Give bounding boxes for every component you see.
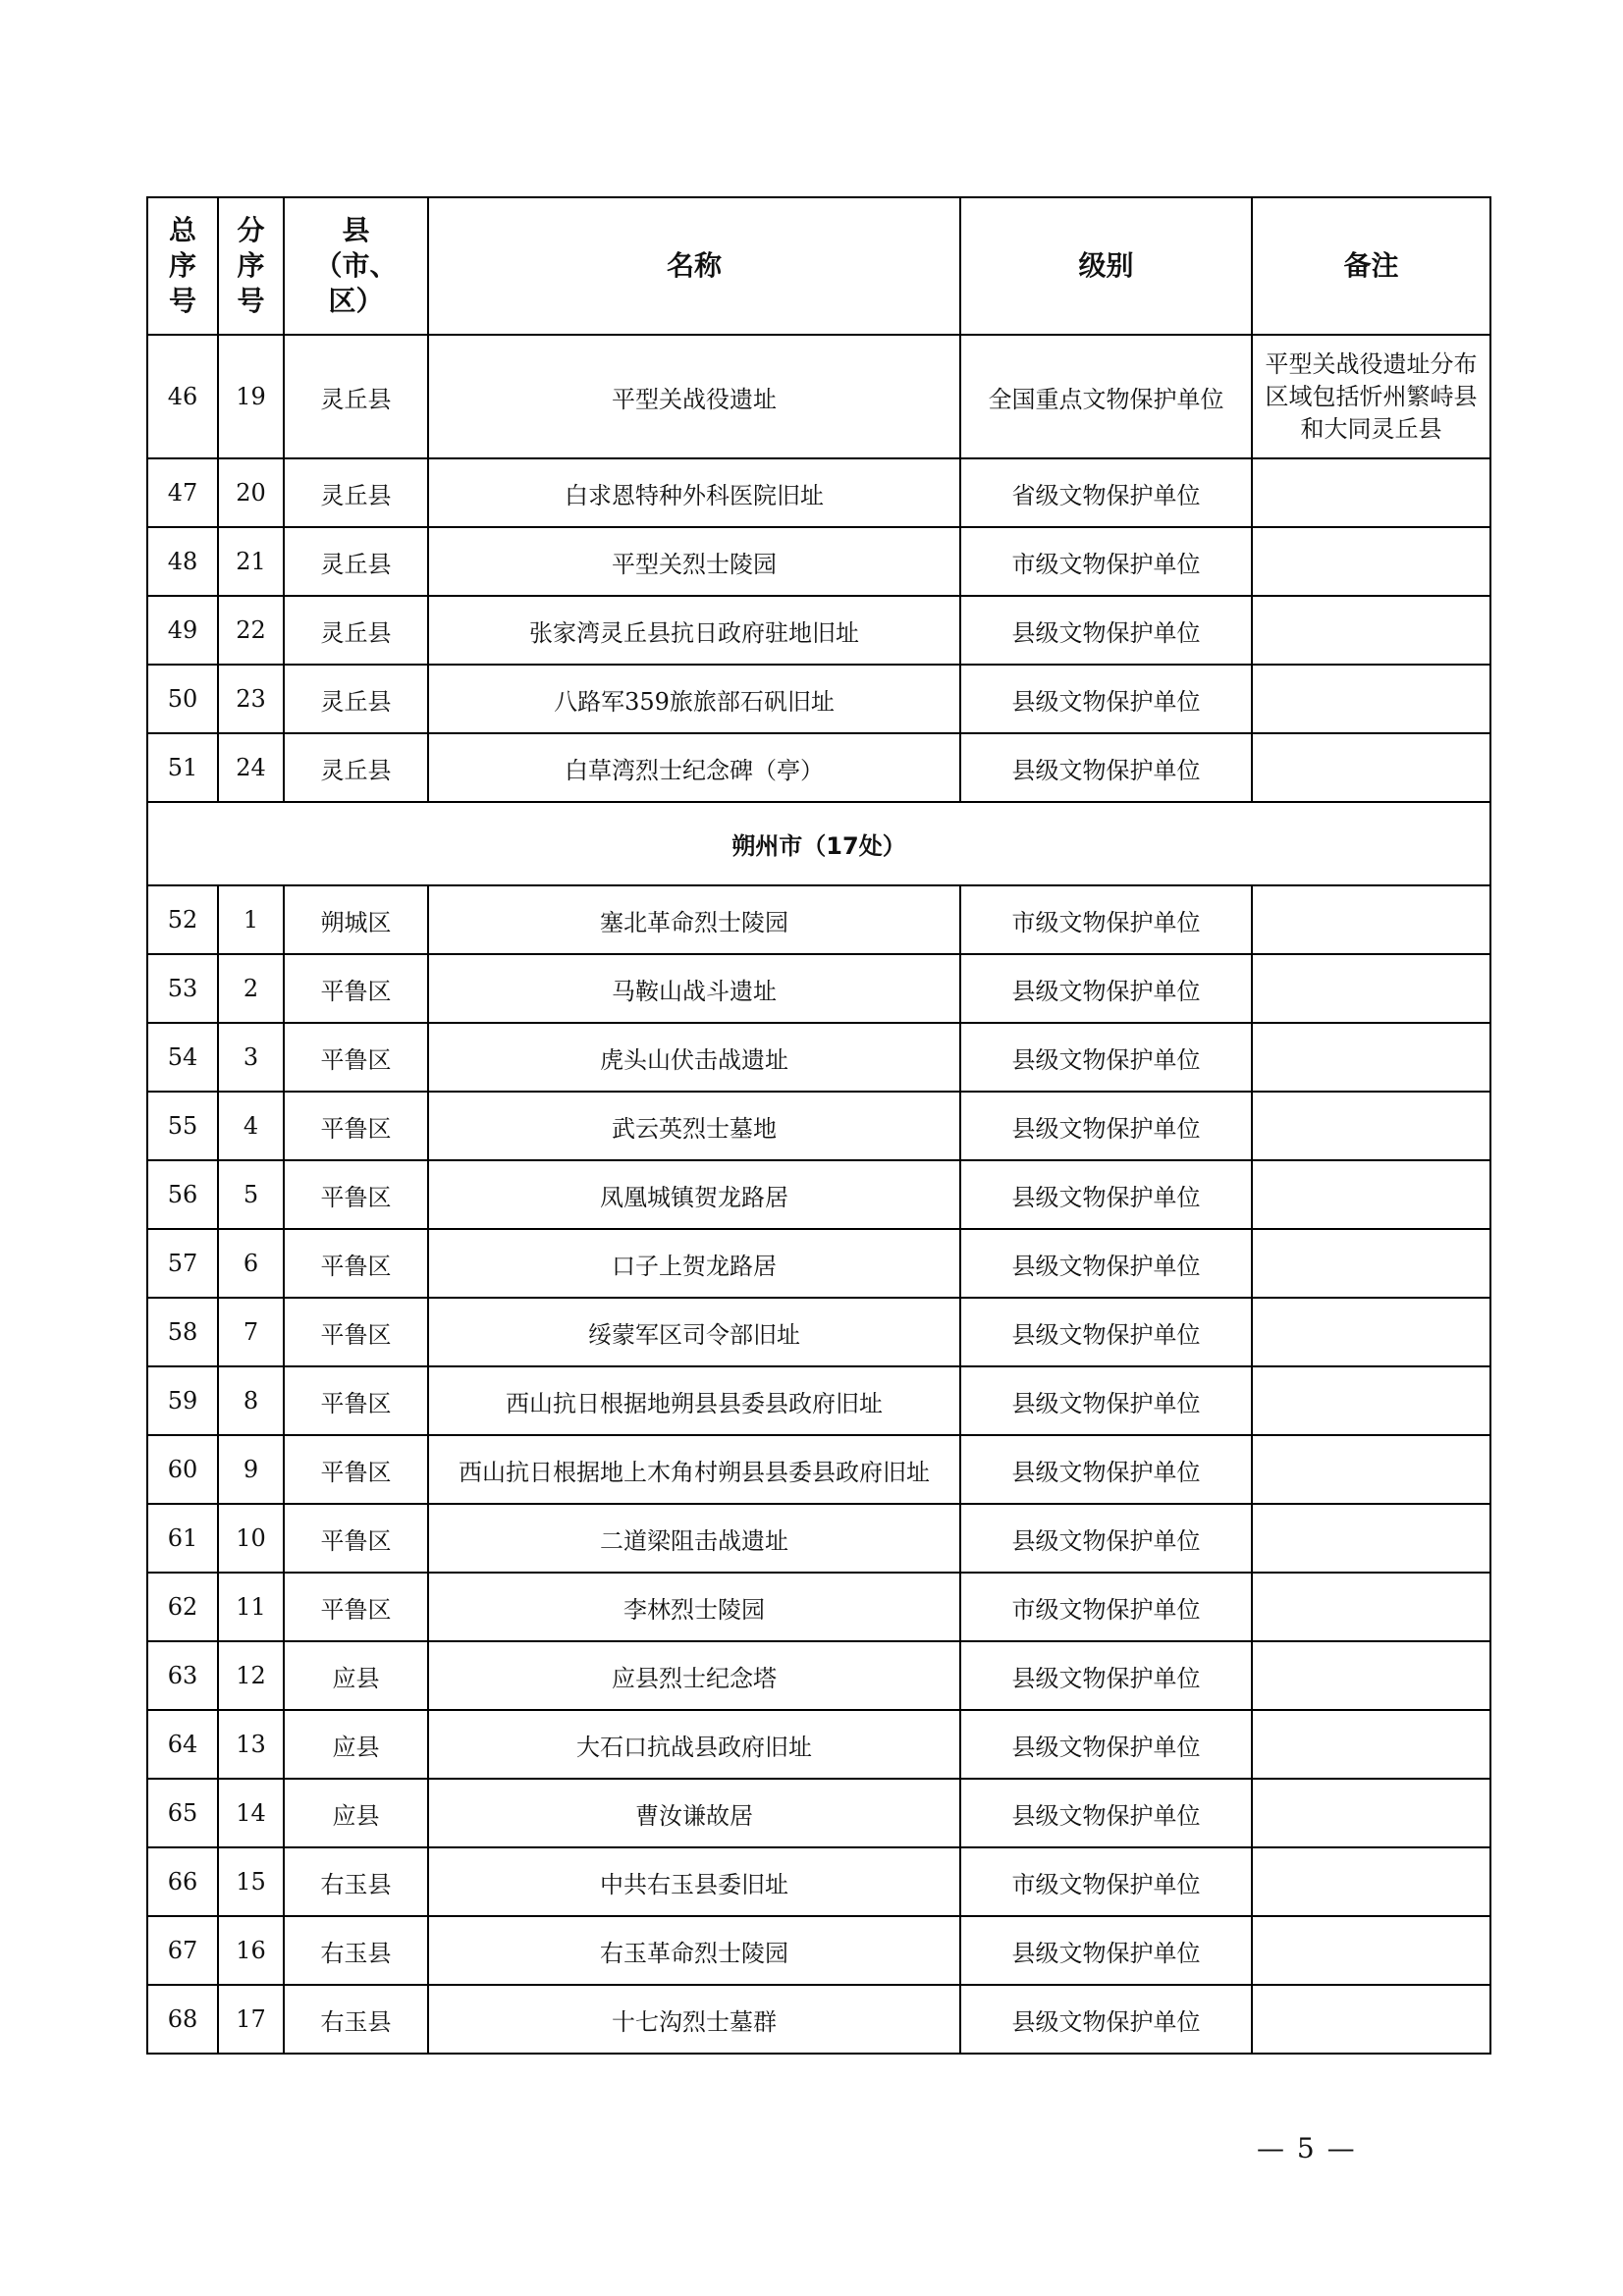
level-cell: 县级文物保护单位 [960,1366,1252,1435]
county-cell: 应县 [284,1710,428,1779]
level-cell: 县级文物保护单位 [960,596,1252,665]
total-seq-cell: 65 [147,1779,218,1847]
note-cell [1252,1504,1490,1573]
total-seq-cell: 62 [147,1573,218,1641]
county-cell: 灵丘县 [284,458,428,527]
county-cell: 灵丘县 [284,733,428,802]
header-county: 县 （市、 区） [284,197,428,335]
name-cell: 右玉革命烈士陵园 [428,1916,960,1985]
level-cell: 县级文物保护单位 [960,1092,1252,1160]
page-number: — 5 — [1257,2132,1357,2164]
county-cell: 灵丘县 [284,527,428,596]
county-cell: 右玉县 [284,1985,428,2054]
sub-seq-cell: 1 [218,885,284,954]
county-cell: 应县 [284,1641,428,1710]
county-cell: 平鲁区 [284,1504,428,1573]
table-row [147,1779,1490,1847]
total-seq-cell: 66 [147,1847,218,1916]
name-cell: 张家湾灵丘县抗日政府驻地旧址 [428,596,960,665]
total-seq-cell: 49 [147,596,218,665]
total-seq-cell: 63 [147,1641,218,1710]
table-header-row [147,197,1490,335]
sub-seq-cell: 5 [218,1160,284,1229]
level-cell: 县级文物保护单位 [960,1160,1252,1229]
note-cell [1252,1435,1490,1504]
level-cell: 市级文物保护单位 [960,527,1252,596]
note-cell [1252,733,1490,802]
table-row [147,1229,1490,1298]
name-cell: 白求恩特种外科医院旧址 [428,458,960,527]
table-row [147,954,1490,1023]
table-row [147,527,1490,596]
note-cell [1252,1641,1490,1710]
sub-seq-cell: 13 [218,1710,284,1779]
note-cell: 平型关战役遗址分布区域包括忻州繁峙县和大同灵丘县 [1252,335,1490,458]
total-seq-cell: 58 [147,1298,218,1366]
total-seq-cell: 60 [147,1435,218,1504]
sub-seq-cell: 19 [218,335,284,458]
name-cell: 应县烈士纪念塔 [428,1641,960,1710]
county-cell: 平鲁区 [284,1092,428,1160]
total-seq-cell: 51 [147,733,218,802]
county-cell: 平鲁区 [284,1160,428,1229]
note-cell [1252,1779,1490,1847]
sub-seq-cell: 3 [218,1023,284,1092]
note-cell [1252,954,1490,1023]
level-cell: 全国重点文物保护单位 [960,335,1252,458]
total-seq-cell: 67 [147,1916,218,1985]
table-row [147,458,1490,527]
name-cell: 平型关战役遗址 [428,335,960,458]
level-cell: 县级文物保护单位 [960,1298,1252,1366]
county-cell: 朔城区 [284,885,428,954]
sub-seq-cell: 12 [218,1641,284,1710]
county-cell: 右玉县 [284,1847,428,1916]
sub-seq-cell: 6 [218,1229,284,1298]
sub-seq-cell: 2 [218,954,284,1023]
table-row [147,1023,1490,1092]
level-cell: 县级文物保护单位 [960,1985,1252,2054]
sub-seq-cell: 9 [218,1435,284,1504]
level-cell: 县级文物保护单位 [960,954,1252,1023]
total-seq-cell: 64 [147,1710,218,1779]
note-cell [1252,1916,1490,1985]
county-cell: 右玉县 [284,1916,428,1985]
name-cell: 绥蒙军区司令部旧址 [428,1298,960,1366]
sub-seq-cell: 14 [218,1779,284,1847]
note-cell [1252,458,1490,527]
county-cell: 平鲁区 [284,1573,428,1641]
note-cell [1252,1985,1490,2054]
name-cell: 二道梁阻击战遗址 [428,1504,960,1573]
table-row [147,733,1490,802]
note-cell [1252,1573,1490,1641]
county-cell: 平鲁区 [284,1229,428,1298]
total-seq-cell: 68 [147,1985,218,2054]
sub-seq-cell: 10 [218,1504,284,1573]
name-cell: 马鞍山战斗遗址 [428,954,960,1023]
sub-seq-cell: 17 [218,1985,284,2054]
total-seq-cell: 59 [147,1366,218,1435]
county-cell: 平鲁区 [284,1435,428,1504]
name-cell: 曹汝谦故居 [428,1779,960,1847]
total-seq-cell: 47 [147,458,218,527]
note-cell [1252,885,1490,954]
note-cell [1252,1710,1490,1779]
name-cell: 凤凰城镇贺龙路居 [428,1160,960,1229]
section-row [147,802,1490,885]
note-cell [1252,1847,1490,1916]
level-cell: 县级文物保护单位 [960,1435,1252,1504]
table-row [147,1710,1490,1779]
sub-seq-cell: 4 [218,1092,284,1160]
level-cell: 省级文物保护单位 [960,458,1252,527]
note-cell [1252,1229,1490,1298]
level-cell: 县级文物保护单位 [960,1779,1252,1847]
sub-seq-cell: 24 [218,733,284,802]
level-cell: 县级文物保护单位 [960,665,1252,733]
name-cell: 西山抗日根据地上木角村朔县县委县政府旧址 [428,1435,960,1504]
county-cell: 平鲁区 [284,1023,428,1092]
level-cell: 市级文物保护单位 [960,885,1252,954]
sub-seq-cell: 16 [218,1916,284,1985]
heritage-table [146,196,1491,2055]
table-row [147,1573,1490,1641]
county-cell: 灵丘县 [284,335,428,458]
note-cell [1252,1366,1490,1435]
sub-seq-cell: 23 [218,665,284,733]
name-cell: 平型关烈士陵园 [428,527,960,596]
county-cell: 灵丘县 [284,665,428,733]
name-cell: 白草湾烈士纪念碑（亭） [428,733,960,802]
table-row [147,1298,1490,1366]
section-title: 朔州市（17处） [147,802,1490,885]
table-row [147,596,1490,665]
table-row [147,1160,1490,1229]
sub-seq-cell: 15 [218,1847,284,1916]
table-row [147,665,1490,733]
county-cell: 灵丘县 [284,596,428,665]
level-cell: 市级文物保护单位 [960,1573,1252,1641]
sub-seq-cell: 8 [218,1366,284,1435]
total-seq-cell: 57 [147,1229,218,1298]
level-cell: 县级文物保护单位 [960,1916,1252,1985]
header-total-seq: 总 序 号 [147,197,218,335]
name-cell: 口子上贺龙路居 [428,1229,960,1298]
table-row [147,1366,1490,1435]
name-cell: 中共右玉县委旧址 [428,1847,960,1916]
header-note: 备注 [1252,197,1490,335]
name-cell: 八路军359旅旅部石矾旧址 [428,665,960,733]
note-cell [1252,1023,1490,1092]
note-cell [1252,1092,1490,1160]
total-seq-cell: 53 [147,954,218,1023]
county-cell: 平鲁区 [284,1298,428,1366]
note-cell [1252,1298,1490,1366]
name-cell: 西山抗日根据地朔县县委县政府旧址 [428,1366,960,1435]
county-cell: 平鲁区 [284,1366,428,1435]
table-row [147,1504,1490,1573]
sub-seq-cell: 22 [218,596,284,665]
table-row [147,1092,1490,1160]
table-row [147,335,1490,458]
name-cell: 十七沟烈士墓群 [428,1985,960,2054]
level-cell: 县级文物保护单位 [960,1023,1252,1092]
sub-seq-cell: 7 [218,1298,284,1366]
level-cell: 县级文物保护单位 [960,1641,1252,1710]
header-name: 名称 [428,197,960,335]
total-seq-cell: 52 [147,885,218,954]
total-seq-cell: 48 [147,527,218,596]
note-cell [1252,1160,1490,1229]
table-row [147,1847,1490,1916]
table-row [147,1435,1490,1504]
name-cell: 塞北革命烈士陵园 [428,885,960,954]
total-seq-cell: 50 [147,665,218,733]
sub-seq-cell: 11 [218,1573,284,1641]
level-cell: 县级文物保护单位 [960,1504,1252,1573]
level-cell: 县级文物保护单位 [960,733,1252,802]
total-seq-cell: 61 [147,1504,218,1573]
county-cell: 平鲁区 [284,954,428,1023]
note-cell [1252,527,1490,596]
level-cell: 县级文物保护单位 [960,1710,1252,1779]
sub-seq-cell: 21 [218,527,284,596]
total-seq-cell: 56 [147,1160,218,1229]
header-level: 级别 [960,197,1252,335]
total-seq-cell: 55 [147,1092,218,1160]
sub-seq-cell: 20 [218,458,284,527]
table-row [147,1641,1490,1710]
name-cell: 大石口抗战县政府旧址 [428,1710,960,1779]
name-cell: 虎头山伏击战遗址 [428,1023,960,1092]
note-cell [1252,596,1490,665]
level-cell: 市级文物保护单位 [960,1847,1252,1916]
total-seq-cell: 54 [147,1023,218,1092]
table-row [147,885,1490,954]
table-row [147,1916,1490,1985]
note-cell [1252,665,1490,733]
total-seq-cell: 46 [147,335,218,458]
header-sub-seq: 分 序 号 [218,197,284,335]
level-cell: 县级文物保护单位 [960,1229,1252,1298]
name-cell: 武云英烈士墓地 [428,1092,960,1160]
county-cell: 应县 [284,1779,428,1847]
table-row [147,1985,1490,2054]
name-cell: 李林烈士陵园 [428,1573,960,1641]
